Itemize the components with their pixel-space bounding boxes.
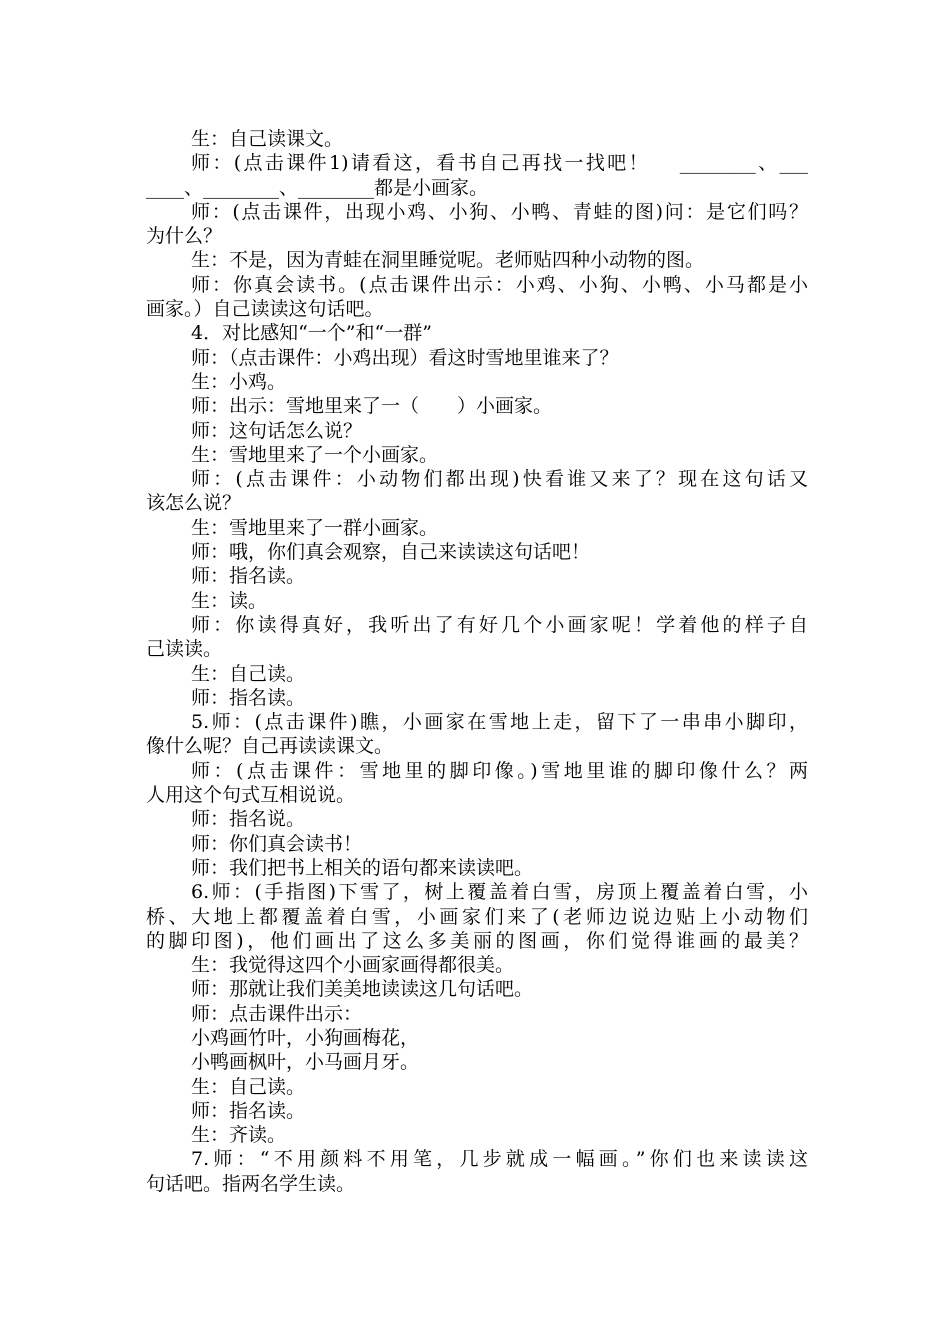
text-line: 的脚印图)，他们画出了这么多美丽的图画，你们觉得谁画的最美？	[146, 929, 808, 952]
text-line: 师：指名读。	[191, 565, 306, 588]
text-line: 师：我们把书上相关的语句都来读读吧。	[191, 856, 534, 879]
text-line: 生：读。	[191, 589, 268, 612]
text-line: 师：哦，你们真会观察，自己来读读这句话吧！	[191, 541, 591, 564]
text-line: 桥、大地上都覆盖着白雪，小画家们来了(老师边说边贴上小动物们	[146, 905, 808, 928]
section-heading: 4．对比感知“一个”和“一群”	[191, 322, 432, 345]
text-line: 生：雪地里来了一个小画家。	[191, 443, 439, 466]
text-line: 该怎么说？	[146, 492, 242, 515]
text-line: 师：（点击课件：小鸡出现）看这时雪地里谁来了？	[191, 346, 619, 369]
text-line: 6.师：(手指图)下雪了，树上覆盖着白雪，房顶上覆盖着白雪，小	[191, 881, 808, 904]
text-line: 生：我觉得这四个小画家画得都很美。	[191, 954, 515, 977]
text-line: ____、________、________都是小画家。	[146, 176, 489, 199]
text-line: 7.师：“不用颜料不用笔，几步就成一幅画。”你们也来读读这	[191, 1148, 808, 1171]
text-line: 5.师：(点击课件)瞧，小画家在雪地上走，留下了一串串小脚印，	[191, 711, 808, 734]
text-line: 师：你真会读书。(点击课件出示：小鸡、小狗、小鸭、小马都是小	[191, 273, 808, 296]
text-line: 生：齐读。	[191, 1124, 287, 1147]
text-line: 师：你们真会读书！	[191, 832, 363, 855]
text-line: 师：点击课件出示：	[191, 1002, 363, 1025]
text-line: 生：自己读。	[191, 1075, 306, 1098]
text-line: 画家。）自己读读这句话吧。	[146, 298, 384, 321]
text-line: 生：雪地里来了一群小画家。	[191, 516, 439, 539]
text-line: 生：不是，因为青蛙在洞里睡觉呢。老师贴四种小动物的图。	[191, 249, 705, 272]
document-page	[146, 127, 808, 1196]
poem-line: 小鸭画枫叶，小马画月牙。	[191, 1051, 420, 1074]
text-line: 师：那就让我们美美地读读这几句话吧。	[191, 978, 534, 1001]
text-line: 生：自己读课文。	[191, 128, 344, 150]
poem-line: 小鸡画竹叶，小狗画梅花，	[191, 1026, 420, 1049]
text-line: 己读读。	[146, 638, 223, 661]
text-line: 师：你读得真好，我听出了有好几个小画家呢！学着他的样子自	[191, 613, 808, 636]
text-line: 为什么？	[146, 225, 223, 248]
text-line: 像什么呢？自己再读读课文。	[146, 735, 394, 758]
text-line: 句话吧。指两名学生读。	[146, 1172, 356, 1195]
text-line: 师：这句话怎么说？	[191, 419, 363, 442]
text-line: 师：(点击课件：小动物们都出现)快看谁又来了？现在这句话又	[191, 468, 808, 491]
text-line: 师：(点击课件：雪地里的脚印像。)雪地里谁的脚印像什么？两	[191, 759, 808, 782]
text-line: 师：(点击课件1)请看这，看书自己再找一找吧！ ________、___	[191, 152, 808, 175]
text-line: 师：指名说。	[191, 808, 306, 831]
text-line: 师：出示：雪地里来了一（ ）小画家。	[191, 395, 553, 418]
text-line: 人用这个句式互相说说。	[146, 784, 356, 807]
text-line: 师：(点击课件，出现小鸡、小狗、小鸭、青蛙的图)问：是它们吗？	[191, 200, 808, 223]
text-line: 生：小鸡。	[191, 370, 287, 393]
text-line: 师：指名读。	[191, 1099, 306, 1122]
text-line: 师：指名读。	[191, 686, 306, 709]
text-line: 生：自己读。	[191, 662, 306, 685]
